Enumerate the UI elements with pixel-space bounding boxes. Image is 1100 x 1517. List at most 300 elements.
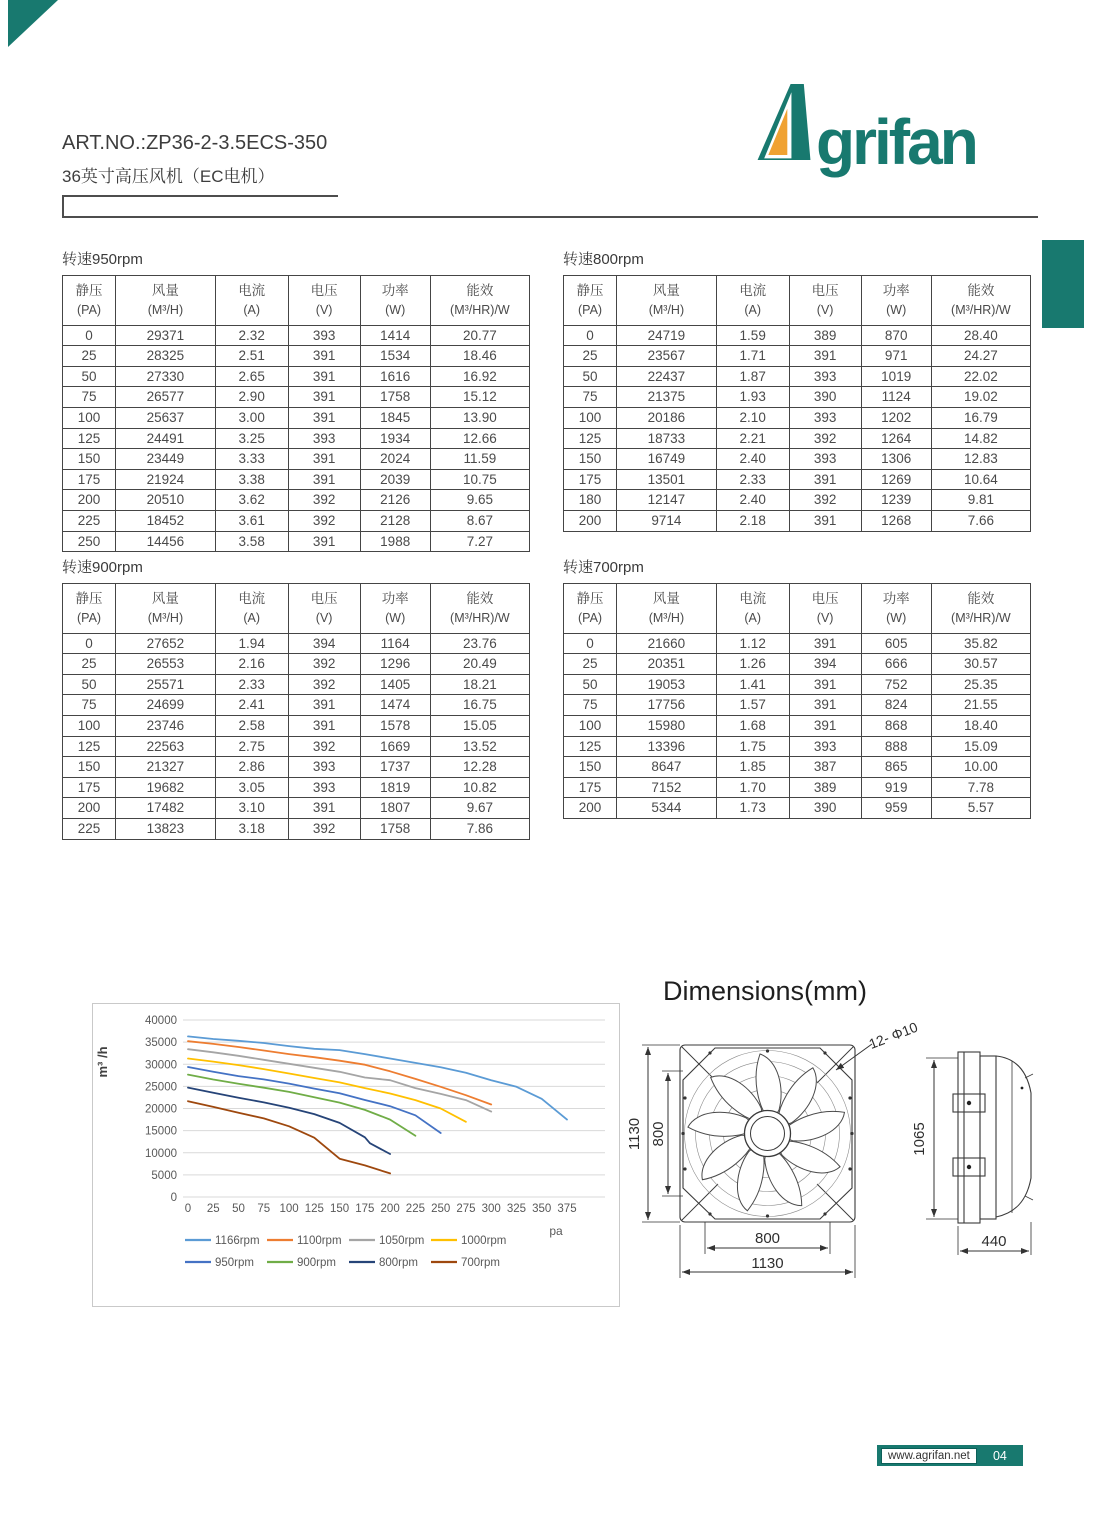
table-cell: 25.35 (931, 674, 1030, 695)
table-cell: 391 (288, 531, 360, 552)
table-cell: 391 (789, 469, 861, 490)
dim-front-width: 1130 (751, 1255, 784, 1272)
table-cell: 389 (789, 325, 861, 346)
table-row (63, 428, 530, 449)
table-row (564, 674, 1031, 695)
table-cell: 2.41 (215, 695, 288, 716)
table-cell: 392 (288, 819, 360, 840)
table-cell: 100 (63, 716, 116, 737)
table-cell: 1202 (861, 408, 931, 429)
column-header: 电压 (V) (789, 584, 861, 634)
table-cell: 392 (789, 428, 861, 449)
table-cell: 2024 (360, 449, 430, 470)
chart-ytick-label: 30000 (145, 1059, 177, 1072)
table-cell: 35.82 (931, 633, 1030, 654)
table-cell: 1737 (360, 757, 430, 778)
table-cell: 25 (63, 346, 116, 367)
column-header: 风量 (M³/H) (116, 276, 216, 326)
table-cell: 1758 (360, 387, 430, 408)
table-cell: 13501 (617, 469, 717, 490)
table-cell: 1164 (360, 633, 430, 654)
table-cell: 2.16 (215, 654, 288, 675)
table-row (564, 366, 1031, 387)
table-cell: 393 (288, 325, 360, 346)
chart-legend-label: 950rpm (215, 1257, 254, 1269)
chart-xtick-label: 225 (405, 1203, 425, 1215)
table-row (564, 511, 1031, 532)
chart-xtick-label: 325 (506, 1203, 527, 1215)
table-cell: 1.59 (716, 325, 789, 346)
table-cell: 2.21 (716, 428, 789, 449)
performance-chart-svg (93, 1004, 619, 1306)
table-cell: 391 (288, 449, 360, 470)
table-row (63, 469, 530, 490)
table-cell: 30.57 (931, 654, 1030, 675)
table-cell: 10.00 (931, 757, 1030, 778)
table-cell: 19682 (116, 777, 216, 798)
chart-ytick-label: 0 (170, 1192, 177, 1204)
table-cell: 1.71 (716, 346, 789, 367)
table-cell: 125 (564, 736, 617, 757)
table-cell: 25 (564, 346, 617, 367)
table-cell: 24.27 (931, 346, 1030, 367)
dim-front-height: 1130 (626, 1117, 643, 1151)
table-cell: 2.18 (716, 511, 789, 532)
table-cell: 9.65 (430, 490, 529, 511)
table-cell: 1.41 (716, 674, 789, 695)
footer-page-number: 04 (992, 1448, 1007, 1463)
table-cell: 391 (288, 716, 360, 737)
dimension-extension-lines (642, 1045, 1031, 1278)
table-cell: 2.10 (716, 408, 789, 429)
table-cell: 0 (63, 325, 116, 346)
table-cell: 24699 (116, 695, 216, 716)
table-cell: 18.21 (430, 674, 529, 695)
corner-triangle (8, 0, 58, 47)
table-cell: 25 (564, 654, 617, 675)
table-cell: 24491 (116, 428, 216, 449)
table-cell: 9.67 (430, 798, 529, 819)
table-cell: 7152 (617, 777, 717, 798)
table-cell: 1405 (360, 674, 430, 695)
table-cell: 25571 (116, 674, 216, 695)
table-block-800rpm (563, 248, 1031, 532)
table-cell: 3.25 (215, 428, 288, 449)
chart-ytick-label: 10000 (145, 1147, 177, 1160)
table-cell: 2.32 (215, 325, 288, 346)
table-cell: 1264 (861, 428, 931, 449)
table-cell: 225 (63, 511, 116, 532)
table-cell: 23746 (116, 716, 216, 737)
table-cell: 2.33 (215, 674, 288, 695)
chart-xtick-label: 100 (279, 1203, 299, 1215)
table-row (564, 449, 1031, 470)
chart-legend-label: 900rpm (297, 1257, 336, 1269)
column-header: 静压 (PA) (564, 276, 617, 326)
fan-hub (745, 1111, 791, 1157)
chart-xtick-label: 150 (330, 1203, 350, 1215)
table-cell: 2.90 (215, 387, 288, 408)
table-row (564, 325, 1031, 346)
table-cell: 3.00 (215, 408, 288, 429)
table-cell: 3.33 (215, 449, 288, 470)
column-header: 风量 (M³/H) (116, 584, 216, 634)
table-cell: 1019 (861, 366, 931, 387)
table-cell: 393 (288, 757, 360, 778)
table-cell: 18.40 (931, 716, 1030, 737)
table-cell: 23567 (617, 346, 717, 367)
table-cell: 1414 (360, 325, 430, 346)
chart-legend-item (349, 1235, 424, 1247)
table-row (63, 716, 530, 737)
table-cell: 25637 (116, 408, 216, 429)
chart-xtick-label: 175 (355, 1203, 375, 1215)
chart-legend-label: 1000rpm (461, 1235, 507, 1247)
table-cell: 1268 (861, 511, 931, 532)
table-cell: 3.10 (215, 798, 288, 819)
dim-side-height: 1065 (911, 1122, 928, 1156)
table-cell: 1845 (360, 408, 430, 429)
column-header: 功率 (W) (360, 276, 430, 326)
subtitle-underline (62, 195, 338, 197)
chart-xtick-label: 25 (206, 1203, 220, 1215)
table-cell: 21660 (617, 633, 717, 654)
table-cell: 10.75 (430, 469, 529, 490)
dimensions-title: Dimensions(mm) (663, 976, 868, 1006)
table-row (63, 633, 530, 654)
chart-legend-item (349, 1257, 418, 1269)
column-header: 电压 (V) (288, 276, 360, 326)
table-row (63, 654, 530, 675)
chart-xtick-label: 350 (532, 1203, 552, 1215)
table-cell: 29371 (116, 325, 216, 346)
table-cell: 1269 (861, 469, 931, 490)
table-cell: 100 (564, 408, 617, 429)
table-cell: 7.78 (931, 777, 1030, 798)
table-cell: 393 (789, 449, 861, 470)
table-cell: 870 (861, 325, 931, 346)
table-cell: 888 (861, 736, 931, 757)
spec-table-wrap (62, 583, 530, 840)
table-row (564, 428, 1031, 449)
table-cell: 391 (789, 716, 861, 737)
table-cell: 8647 (617, 757, 717, 778)
chart-xtick-label: 375 (557, 1203, 577, 1215)
column-header: 能效 (M³/HR)/W (430, 276, 529, 326)
table-cell: 1.94 (215, 633, 288, 654)
column-header: 功率 (W) (360, 584, 430, 634)
side-tab (1042, 240, 1084, 328)
table-cell: 13.90 (430, 408, 529, 429)
footer-url[interactable]: www.agrifan.net (881, 1448, 977, 1464)
table-row (63, 490, 530, 511)
table-cell: 21375 (617, 387, 717, 408)
table-cell: 5.57 (931, 798, 1030, 819)
rule-left-tick (62, 197, 64, 217)
table-cell: 15.05 (430, 716, 529, 737)
table-cell: 824 (861, 695, 931, 716)
column-header: 能效 (M³/HR)/W (430, 584, 529, 634)
table-cell: 391 (789, 346, 861, 367)
chart-ytick-label: 25000 (145, 1081, 177, 1094)
table-row (564, 654, 1031, 675)
table-cell: 7.66 (931, 511, 1030, 532)
chart-legend-item (185, 1257, 254, 1269)
table-cell: 150 (564, 757, 617, 778)
table-cell: 0 (564, 633, 617, 654)
chart-xlabel: pa (549, 1224, 563, 1238)
table-cell: 175 (564, 469, 617, 490)
chart-legend-label: 1166rpm (215, 1235, 260, 1247)
table-cell: 75 (63, 695, 116, 716)
table-title: 转速800rpm (563, 251, 644, 268)
table-cell: 2.51 (215, 346, 288, 367)
table-cell: 392 (288, 490, 360, 511)
dim-holes-callout: 12- Φ10 (866, 1018, 920, 1052)
table-cell: 13.52 (430, 736, 529, 757)
logo-text: grifan (816, 106, 976, 178)
table-cell: 1124 (861, 387, 931, 408)
table-row (63, 819, 530, 840)
table-cell: 9714 (617, 511, 717, 532)
table-cell: 1.73 (716, 798, 789, 819)
table-title: 转速950rpm (62, 251, 143, 268)
table-cell: 391 (288, 346, 360, 367)
table-cell: 8.67 (430, 511, 529, 532)
table-cell: 200 (63, 490, 116, 511)
table-cell: 125 (63, 428, 116, 449)
table-cell: 1.26 (716, 654, 789, 675)
table-cell: 150 (63, 449, 116, 470)
chart-ytick-label: 40000 (145, 1015, 177, 1027)
table-cell: 150 (564, 449, 617, 470)
table-cell: 0 (63, 633, 116, 654)
table-row (564, 387, 1031, 408)
table-cell: 387 (789, 757, 861, 778)
table-cell: 605 (861, 633, 931, 654)
table-cell: 391 (789, 511, 861, 532)
column-header: 静压 (PA) (63, 276, 116, 326)
column-header: 功率 (W) (861, 584, 931, 634)
table-cell: 23.76 (430, 633, 529, 654)
table-row (564, 736, 1031, 757)
table-cell: 26553 (116, 654, 216, 675)
column-header: 电流 (A) (215, 584, 288, 634)
table-cell: 22.02 (931, 366, 1030, 387)
table-cell: 10.82 (430, 777, 529, 798)
spec-table-wrap (563, 583, 1031, 819)
chart-legend-label: 1100rpm (297, 1235, 342, 1247)
table-cell: 959 (861, 798, 931, 819)
table-cell: 2.58 (215, 716, 288, 737)
table-cell: 391 (288, 469, 360, 490)
table-cell: 20351 (617, 654, 717, 675)
table-block-700rpm (563, 556, 1031, 819)
chart-xtick-label: 250 (431, 1203, 451, 1215)
chart-ytick-label: 15000 (145, 1125, 177, 1138)
product-subtitle: 36英寸高压风机（EC电机） (62, 167, 275, 186)
table-cell: 18733 (617, 428, 717, 449)
chart-ytick-label: 5000 (151, 1169, 177, 1182)
spec-table (62, 275, 530, 552)
table-cell: 1758 (360, 819, 430, 840)
table-cell: 22563 (116, 736, 216, 757)
table-cell: 16.79 (931, 408, 1030, 429)
brand-logo (752, 84, 976, 178)
table-cell: 2039 (360, 469, 430, 490)
table-cell: 21924 (116, 469, 216, 490)
table-cell: 666 (861, 654, 931, 675)
dim-front-inner-width: 800 (754, 1230, 781, 1247)
chart-xtick-label: 200 (380, 1203, 400, 1215)
table-cell: 225 (63, 819, 116, 840)
table-cell: 394 (789, 654, 861, 675)
table-cell: 26577 (116, 387, 216, 408)
table-cell: 1669 (360, 736, 430, 757)
table-cell: 16.92 (430, 366, 529, 387)
table-cell: 100 (63, 408, 116, 429)
table-row (63, 346, 530, 367)
table-cell: 15980 (617, 716, 717, 737)
dim-front-inner-height: 800 (650, 1121, 667, 1147)
table-cell: 28.40 (931, 325, 1030, 346)
chart-ylabel: m³ /h (95, 1046, 110, 1078)
table-cell: 1.87 (716, 366, 789, 387)
table-cell: 200 (63, 798, 116, 819)
table-cell: 2.40 (716, 490, 789, 511)
table-cell: 1.75 (716, 736, 789, 757)
table-block-900rpm (62, 556, 530, 840)
table-cell: 23449 (116, 449, 216, 470)
table-cell: 180 (564, 490, 617, 511)
table-cell: 971 (861, 346, 931, 367)
table-cell: 17482 (116, 798, 216, 819)
table-row (63, 366, 530, 387)
table-cell: 1988 (360, 531, 430, 552)
column-header: 能效 (M³/HR)/W (931, 276, 1030, 326)
table-cell: 389 (789, 777, 861, 798)
table-cell: 1819 (360, 777, 430, 798)
table-cell: 12.66 (430, 428, 529, 449)
table-cell: 3.18 (215, 819, 288, 840)
table-cell: 391 (288, 366, 360, 387)
table-cell: 21327 (116, 757, 216, 778)
footer-bar (877, 1445, 1023, 1466)
table-cell: 0 (564, 325, 617, 346)
chart-legend-item (267, 1257, 336, 1269)
table-cell: 1.85 (716, 757, 789, 778)
table-cell: 391 (288, 798, 360, 819)
table-row (564, 408, 1031, 429)
chart-legend-item (185, 1235, 260, 1247)
dimensions-diagram (620, 1008, 1100, 1308)
table-cell: 390 (789, 387, 861, 408)
logo-a-mark (752, 84, 816, 160)
art-number: ART.NO.:ZP36-2-3.5ECS-350 (62, 132, 328, 154)
column-header: 电压 (V) (288, 584, 360, 634)
chart-legend-label: 700rpm (461, 1257, 500, 1269)
column-header: 风量 (M³/H) (617, 584, 717, 634)
column-header: 电流 (A) (716, 276, 789, 326)
table-row (63, 531, 530, 552)
table-cell: 393 (288, 428, 360, 449)
header-rule (62, 216, 1038, 218)
table-cell: 393 (789, 366, 861, 387)
table-cell: 393 (288, 777, 360, 798)
table-cell: 1.57 (716, 695, 789, 716)
spec-table-wrap (563, 275, 1031, 532)
table-cell: 1239 (861, 490, 931, 511)
table-cell: 13396 (617, 736, 717, 757)
table-row (564, 716, 1031, 737)
table-cell: 17756 (617, 695, 717, 716)
table-cell: 7.86 (430, 819, 529, 840)
table-cell: 125 (63, 736, 116, 757)
table-cell: 2.33 (716, 469, 789, 490)
table-row (63, 325, 530, 346)
table-cell: 27652 (116, 633, 216, 654)
table-row (63, 511, 530, 532)
table-cell: 391 (288, 408, 360, 429)
chart-legend-label: 1050rpm (379, 1235, 425, 1247)
column-header: 静压 (PA) (63, 584, 116, 634)
table-row (564, 469, 1031, 490)
table-cell: 150 (63, 757, 116, 778)
table-cell: 25 (63, 654, 116, 675)
table-cell: 2.86 (215, 757, 288, 778)
column-header: 功率 (W) (861, 276, 931, 326)
table-row (564, 695, 1031, 716)
table-cell: 19053 (617, 674, 717, 695)
table-cell: 20186 (617, 408, 717, 429)
chart-series-700rpm (188, 1101, 390, 1173)
table-cell: 1578 (360, 716, 430, 737)
table-cell: 752 (861, 674, 931, 695)
table-cell: 1296 (360, 654, 430, 675)
table-cell: 175 (564, 777, 617, 798)
table-cell: 12.28 (430, 757, 529, 778)
table-cell: 1.93 (716, 387, 789, 408)
table-cell: 1.12 (716, 633, 789, 654)
table-cell: 12.83 (931, 449, 1030, 470)
column-header: 静压 (PA) (564, 584, 617, 634)
table-cell: 15.09 (931, 736, 1030, 757)
table-cell: 3.05 (215, 777, 288, 798)
table-cell: 3.38 (215, 469, 288, 490)
table-title: 转速900rpm (62, 559, 143, 576)
table-cell: 3.58 (215, 531, 288, 552)
table-cell: 868 (861, 716, 931, 737)
table-cell: 1306 (861, 449, 931, 470)
chart-xtick-label: 275 (456, 1203, 476, 1215)
table-cell: 2.75 (215, 736, 288, 757)
table-cell: 175 (63, 469, 116, 490)
table-cell: 20.49 (430, 654, 529, 675)
table-cell: 21.55 (931, 695, 1030, 716)
table-cell: 2126 (360, 490, 430, 511)
table-cell: 393 (789, 736, 861, 757)
table-cell: 16.75 (430, 695, 529, 716)
table-cell: 7.27 (430, 531, 529, 552)
table-cell: 50 (63, 366, 116, 387)
table-cell: 100 (564, 716, 617, 737)
chart-legend-item (267, 1235, 342, 1247)
table-cell: 75 (564, 387, 617, 408)
table-cell: 28325 (116, 346, 216, 367)
column-header: 能效 (M³/HR)/W (931, 584, 1030, 634)
table-cell: 27330 (116, 366, 216, 387)
spec-table (563, 275, 1031, 532)
